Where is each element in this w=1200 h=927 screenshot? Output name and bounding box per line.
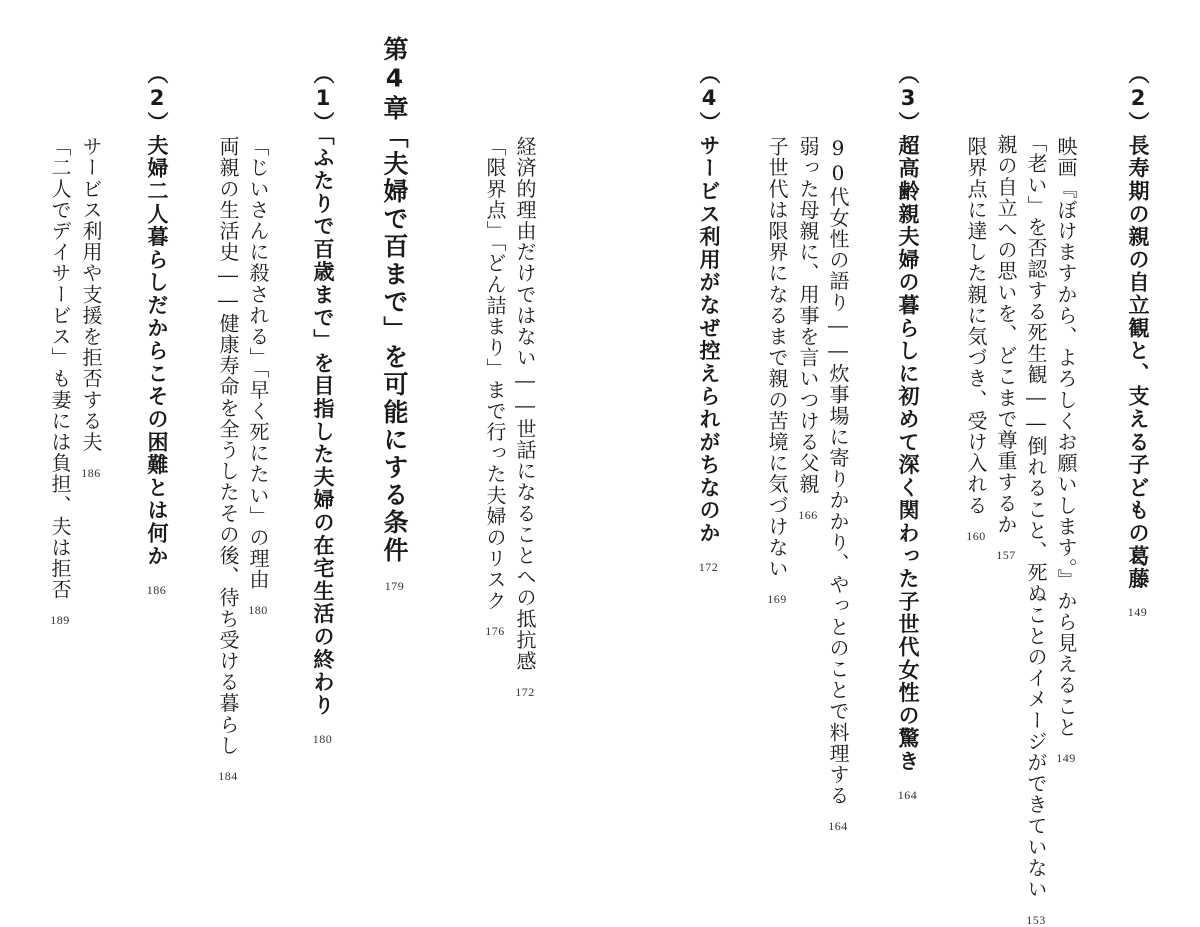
- toc-entry: [828, 136, 848, 832]
- toc-section-heading: [312, 63, 333, 745]
- section-title: （1）「ふたりで百歳まで」を目指した夫婦の在宅生活の終わり: [311, 63, 335, 717]
- chapter-title: 第4章「夫婦で百まで」を可能にする条件: [380, 36, 409, 565]
- page-number: 160: [966, 528, 986, 543]
- section-title: （2）夫婦二人暮らしだからこその困難とは何か: [145, 63, 169, 568]
- entry-text: 「二人でデイサービス」も妻には負担、夫は拒否: [48, 136, 72, 601]
- page-number: 164: [828, 819, 848, 834]
- page-number: 149: [1127, 605, 1148, 620]
- toc-entry: [966, 136, 986, 542]
- section-title: （2）長寿期の親の自立観と、支える子どもの葛藤: [1126, 63, 1150, 591]
- page-number: 186: [81, 465, 101, 480]
- toc-chapter-heading: [382, 36, 407, 592]
- toc-entry: [50, 136, 70, 626]
- page-number: 169: [767, 592, 787, 607]
- toc-entry: [996, 134, 1016, 561]
- entry-text: 「老い」を否認する死生観――倒れること、死ぬことのイメージができていない: [1024, 132, 1048, 900]
- toc-entry: [218, 136, 238, 782]
- section-title: （3）超高齢親夫婦の暮らしに初めて深く関わった子世代女性の驚き: [896, 63, 920, 773]
- toc-section-heading: [1127, 63, 1148, 618]
- page-number: 179: [384, 579, 405, 594]
- toc-entry: [515, 136, 535, 698]
- page-number: 172: [515, 684, 535, 699]
- page-number: 184: [218, 768, 238, 783]
- entry-text: 子世代は限界になるまで親の苦境に気づけない: [765, 136, 789, 580]
- toc-entry: [485, 136, 505, 637]
- entry-text: 90代女性の語り――炊事場に寄りかかり、やっとのことで料理する: [826, 136, 850, 807]
- entry-text: 「じいさんに殺される」「早く死にたい」の理由: [246, 136, 270, 591]
- page-number: 149: [1056, 750, 1076, 765]
- toc-entry: [248, 136, 268, 616]
- entry-text: サービス利用や支援を拒否する夫: [79, 136, 103, 453]
- page-number: 172: [698, 559, 719, 574]
- page-number: 166: [798, 507, 818, 522]
- toc-section-heading: [698, 63, 719, 573]
- toc-entry: [81, 136, 101, 479]
- entry-text: 親の自立への思いを、どこまで尊重するか: [994, 134, 1018, 535]
- entry-text: 経済的理由だけではない――世話になることへの抵抗感: [513, 136, 537, 672]
- entry-text: 弱った母親に、用事を言いつける父親: [796, 136, 820, 495]
- page-number: 164: [897, 787, 918, 802]
- toc-entry: [767, 136, 787, 605]
- toc-section-heading: [897, 63, 918, 801]
- page-number: 176: [485, 624, 505, 639]
- page-number: 157: [996, 547, 1016, 562]
- page-number: 189: [50, 613, 70, 628]
- toc-entry: [1056, 136, 1076, 764]
- entry-text: 限界点に達した親に気づき、受け入れる: [964, 136, 988, 516]
- entry-text: 映画『ぼけますから、よろしくお願いします。』から見えること: [1054, 136, 1078, 738]
- page-number: 180: [312, 731, 333, 746]
- toc-section-heading: [146, 63, 167, 596]
- page-number: 180: [248, 603, 268, 618]
- entry-text: 「限界点」「どん詰まり」まで行った夫婦のリスク: [483, 136, 507, 612]
- toc-entry: [798, 136, 818, 521]
- toc-entry: [1026, 132, 1046, 926]
- page-number: 153: [1026, 912, 1046, 927]
- page-number: 186: [146, 582, 167, 597]
- entry-text: 両親の生活史――健康寿命を全うしたその後、待ち受ける暮らし: [216, 136, 240, 756]
- section-title: （4）サービス利用がなぜ控えられがちなのか: [697, 63, 721, 545]
